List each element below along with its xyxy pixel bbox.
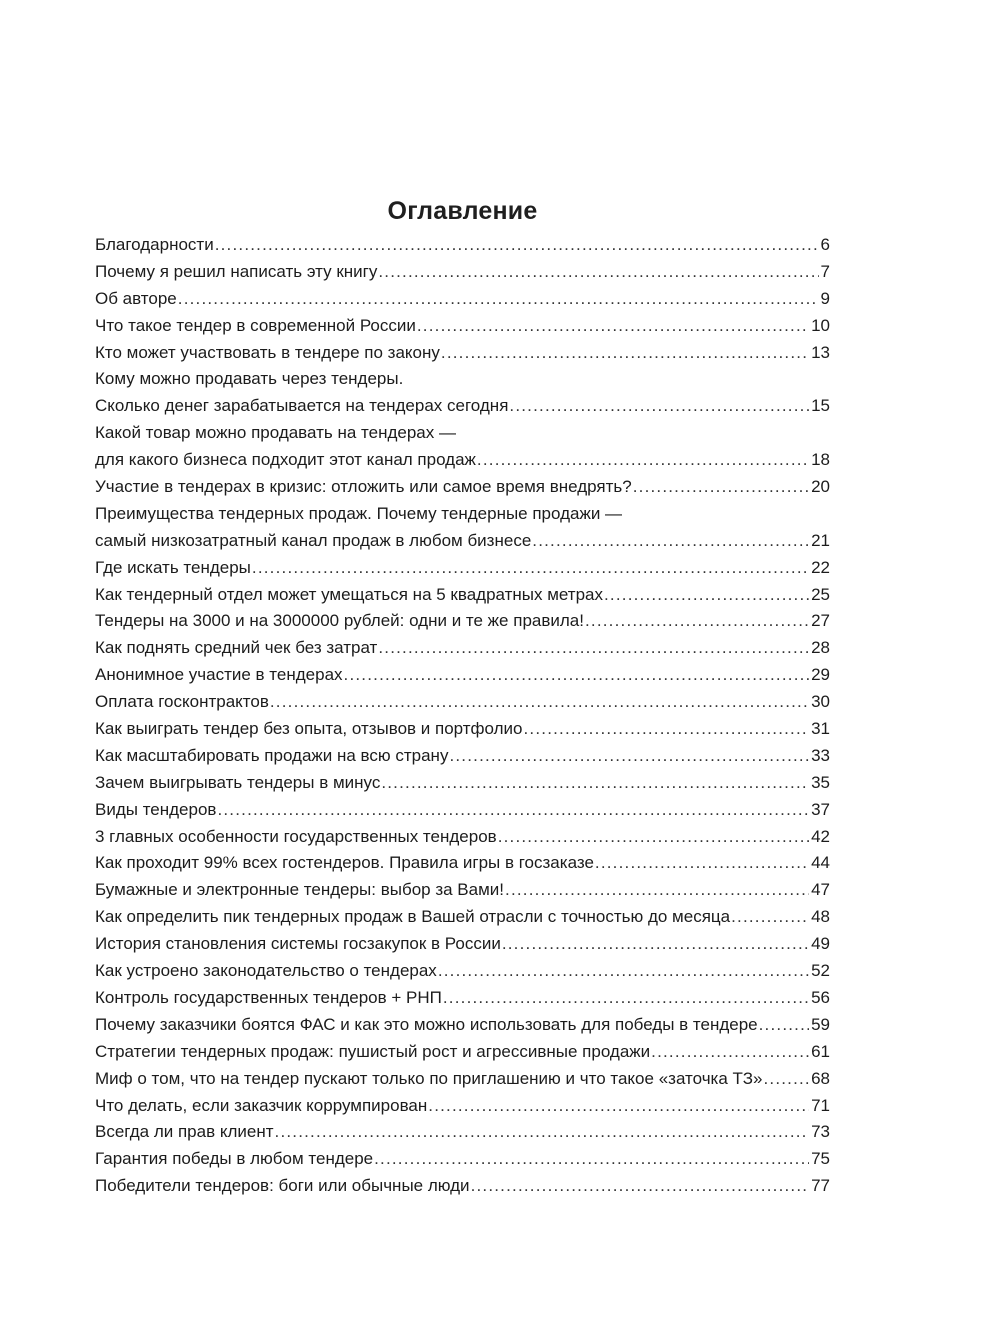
toc-entry[interactable]: [95, 716, 830, 743]
toc-entry[interactable]: [95, 1119, 830, 1146]
toc-entry-title: Стратегии тендерных продаж: пушистый рост и агрессивные продажи: [95, 1041, 651, 1061]
toc-page-number: 47: [811, 880, 830, 900]
dot-leader: [417, 313, 809, 340]
toc-entry[interactable]: [95, 1039, 830, 1066]
toc-entry-title: Как выиграть тендер без опыта, отзывов и портфолио: [95, 719, 523, 739]
toc-page-number: 20: [811, 477, 830, 497]
toc-entry[interactable]: [95, 743, 830, 770]
dot-leader: [428, 1093, 809, 1120]
dot-leader: [505, 877, 809, 904]
dot-leader: [477, 447, 809, 474]
toc-entry[interactable]: [95, 958, 830, 985]
toc-entry-line: [95, 286, 830, 313]
toc-entry-line: [95, 474, 830, 501]
toc-entry-line: [95, 662, 830, 689]
toc-entry-title: Оплата госконтрактов: [95, 692, 269, 712]
dot-leader: [759, 1012, 809, 1039]
toc-entry[interactable]: [95, 313, 830, 340]
toc-entry-line: [95, 582, 830, 609]
toc-entry-line: [95, 635, 830, 662]
toc-entry-title: Как проходит 99% всех гостендеров. Правила игры в госзаказе: [95, 853, 594, 873]
toc-entry-title: Как определить пик тендерных продаж в Вашей отрасли с точностью до месяца: [95, 907, 731, 927]
toc-entry-title: Как масштабировать продажи на всю страну: [95, 745, 449, 765]
toc-entry-line: [95, 393, 830, 420]
dot-leader: [252, 555, 809, 582]
toc-entry-title: Почему заказчики боятся ФАС и как это можно использовать для победы в тендере: [95, 1014, 758, 1034]
toc-entry-line: [95, 501, 830, 528]
toc-page-number: 25: [811, 584, 830, 604]
dot-leader: [498, 824, 809, 851]
toc-entry-line: [95, 689, 830, 716]
toc-page-number: 77: [811, 1176, 830, 1196]
toc-entry-line: [95, 528, 830, 555]
toc-entry-title: Что такое тендер в современной России: [95, 315, 416, 335]
toc-entry[interactable]: [95, 1093, 830, 1120]
toc-page-number: 68: [811, 1068, 830, 1088]
toc-entry[interactable]: [95, 824, 830, 851]
toc-entry-title: Преимущества тендерных продаж. Почему тендерные продажи —: [95, 503, 623, 523]
toc-entry[interactable]: [95, 985, 830, 1012]
toc-entry-title: 3 главных особенности государственных тендеров: [95, 826, 497, 846]
toc-page-number: 21: [811, 530, 830, 550]
toc-entry-line: [95, 985, 830, 1012]
toc-entry-title: Об авторе: [95, 288, 177, 308]
toc-entry-title: Что делать, если заказчик коррумпирован: [95, 1095, 428, 1115]
toc-entry-title: Как устроено законодательство о тендерах: [95, 961, 437, 981]
toc-entry-line: [95, 232, 830, 259]
dot-leader: [449, 743, 809, 770]
dot-leader: [763, 1066, 809, 1093]
dot-leader: [585, 608, 809, 635]
toc-entry[interactable]: [95, 877, 830, 904]
toc-entry-title: Как поднять средний чек без затрат: [95, 638, 378, 658]
toc-entry[interactable]: [95, 474, 830, 501]
toc-entry-title: Почему я решил написать эту книгу: [95, 261, 378, 281]
toc-entry[interactable]: [95, 1066, 830, 1093]
toc-entry-line: [95, 931, 830, 958]
toc-page-number: 75: [811, 1149, 830, 1169]
toc-page-number: 73: [811, 1122, 830, 1142]
toc-entry-title: Какой товар можно продавать на тендерах —: [95, 423, 456, 443]
toc-page-number: 10: [811, 315, 830, 335]
toc-page-number: 29: [811, 665, 830, 685]
toc-entry[interactable]: [95, 582, 830, 609]
toc-entry-line: [95, 259, 830, 286]
dot-leader: [270, 689, 809, 716]
toc-page-number: 59: [811, 1014, 830, 1034]
toc-page-number: 44: [811, 853, 830, 873]
toc-page-number: 33: [811, 745, 830, 765]
dot-leader: [344, 662, 810, 689]
toc-entry[interactable]: [95, 662, 830, 689]
toc-page-number: 52: [811, 961, 830, 981]
toc-entry-title: Сколько денег зарабатывается на тендерах сегодня: [95, 396, 509, 416]
dot-leader: [509, 393, 809, 420]
toc-entry-title: Гарантия победы в любом тендере: [95, 1149, 374, 1169]
toc-entry-line: [95, 1012, 830, 1039]
toc-entry[interactable]: [95, 340, 830, 367]
dot-leader: [532, 528, 809, 555]
toc-page-number: 31: [811, 719, 830, 739]
toc-entry-title: Победители тендеров: боги или обычные люди: [95, 1176, 470, 1196]
toc-entry[interactable]: [95, 1146, 830, 1173]
toc-entry-line: [95, 1173, 830, 1200]
toc-entry-line: [95, 1066, 830, 1093]
toc-entry-line: [95, 313, 830, 340]
toc-entry[interactable]: [95, 1173, 830, 1200]
toc-entry-title: Тендеры на 3000 и на 3000000 рублей: одни и те же правила!: [95, 611, 584, 631]
toc-entry-title: Всегда ли прав клиент: [95, 1122, 274, 1142]
toc-page-number: 28: [811, 638, 830, 658]
toc-entry-line: [95, 850, 830, 877]
toc-page-number: 22: [811, 557, 830, 577]
toc-list: [95, 232, 830, 1200]
toc-entry[interactable]: [95, 420, 830, 474]
toc-page-number: 9: [820, 288, 830, 308]
toc-page-number: 42: [811, 826, 830, 846]
toc-entry-title: Анонимное участие в тендерах: [95, 665, 343, 685]
dot-leader: [731, 904, 809, 931]
toc-entry-line: [95, 1093, 830, 1120]
dot-leader: [604, 582, 809, 609]
dot-leader: [524, 716, 810, 743]
dot-leader: [502, 931, 809, 958]
toc-entry-title: Кто может участвовать в тендере по закону: [95, 342, 440, 362]
toc-entry-title: самый низкозатратный канал продаж в любом бизнесе: [95, 530, 532, 550]
toc-entry-line: [95, 447, 830, 474]
toc-entry-title: для какого бизнеса подходит этот канал продаж: [95, 450, 476, 470]
toc-page-number: 15: [811, 396, 830, 416]
toc-entry-line: [95, 1039, 830, 1066]
toc-entry-line: [95, 420, 830, 447]
toc-page-number: 56: [811, 987, 830, 1007]
toc-entry[interactable]: [95, 555, 830, 582]
toc-entry-line: [95, 340, 830, 367]
toc-entry-line: [95, 877, 830, 904]
dot-leader: [378, 259, 818, 286]
dot-leader: [374, 1146, 809, 1173]
toc-entry-line: [95, 366, 830, 393]
dot-leader: [378, 635, 809, 662]
toc-page-number: 35: [811, 772, 830, 792]
toc-entry-title: Благодарности: [95, 235, 214, 254]
toc-entry[interactable]: [95, 501, 830, 555]
dot-leader: [595, 850, 809, 877]
toc-entry-line: [95, 797, 830, 824]
toc-entry-line: [95, 743, 830, 770]
toc-entry[interactable]: [95, 232, 830, 259]
dot-leader: [441, 340, 809, 367]
toc-entry-title: Как тендерный отдел может умещаться на 5 квадратных метрах: [95, 584, 603, 604]
toc-entry-title: Миф о том, что на тендер пускают только по приглашению и что такое «заточка ТЗ»: [95, 1068, 763, 1088]
toc-entry-title: Где искать тендеры: [95, 557, 251, 577]
toc-entry[interactable]: [95, 1012, 830, 1039]
toc-entry-line: [95, 904, 830, 931]
toc-entry[interactable]: [95, 635, 830, 662]
toc-entry[interactable]: [95, 931, 830, 958]
dot-leader: [178, 286, 819, 313]
toc-entry-title: Контроль государственных тендеров + РНП: [95, 987, 442, 1007]
toc-entry[interactable]: [95, 366, 830, 420]
toc-entry[interactable]: [95, 259, 830, 286]
dot-leader: [438, 958, 809, 985]
toc-entry[interactable]: [95, 850, 830, 877]
toc-entry-line: [95, 824, 830, 851]
toc-entry-title: Кому можно продавать через тендеры.: [95, 369, 404, 389]
toc-page-number: 18: [811, 450, 830, 470]
toc-entry-line: [95, 1146, 830, 1173]
toc-page-number: 61: [811, 1041, 830, 1061]
toc-entry-line: [95, 716, 830, 743]
toc-entry[interactable]: [95, 608, 830, 635]
toc-entry[interactable]: [95, 904, 830, 931]
toc-page-number: 49: [811, 934, 830, 954]
toc-page-number: 13: [811, 342, 830, 362]
toc-page-number: 27: [811, 611, 830, 631]
toc-entry[interactable]: [95, 770, 830, 797]
toc-page-number: 30: [811, 692, 830, 712]
toc-page-number: 37: [811, 799, 830, 819]
toc-entry-title: Участие в тендерах в кризис: отложить или самое время внедрять?: [95, 477, 632, 497]
toc-entry-line: [95, 958, 830, 985]
toc-entry-line: [95, 555, 830, 582]
toc-page-number: 7: [820, 261, 830, 281]
toc-entry-line: [95, 1119, 830, 1146]
dot-leader: [217, 797, 809, 824]
dot-leader: [381, 770, 809, 797]
toc-entry-title: История становления системы госзакупок в России: [95, 934, 501, 954]
toc-entry-title: Бумажные и электронные тендеры: выбор за Вами!: [95, 880, 505, 900]
dot-leader: [443, 985, 809, 1012]
toc-entry-title: Зачем выигрывать тендеры в минус: [95, 772, 381, 792]
toc-entry[interactable]: [95, 286, 830, 313]
toc-entry-title: Виды тендеров: [95, 799, 217, 819]
toc-page-number: 71: [811, 1095, 830, 1115]
dot-leader: [215, 232, 819, 259]
dot-leader: [651, 1039, 809, 1066]
dot-leader: [275, 1119, 810, 1146]
toc-entry-line: [95, 770, 830, 797]
toc-entry[interactable]: [95, 797, 830, 824]
toc-entry-line: [95, 608, 830, 635]
toc-entry[interactable]: [95, 689, 830, 716]
toc-page-number: 6: [820, 235, 830, 254]
toc-title: Оглавление: [387, 196, 538, 225]
dot-leader: [633, 474, 809, 501]
toc-page-number: 48: [811, 907, 830, 927]
dot-leader: [471, 1173, 810, 1200]
